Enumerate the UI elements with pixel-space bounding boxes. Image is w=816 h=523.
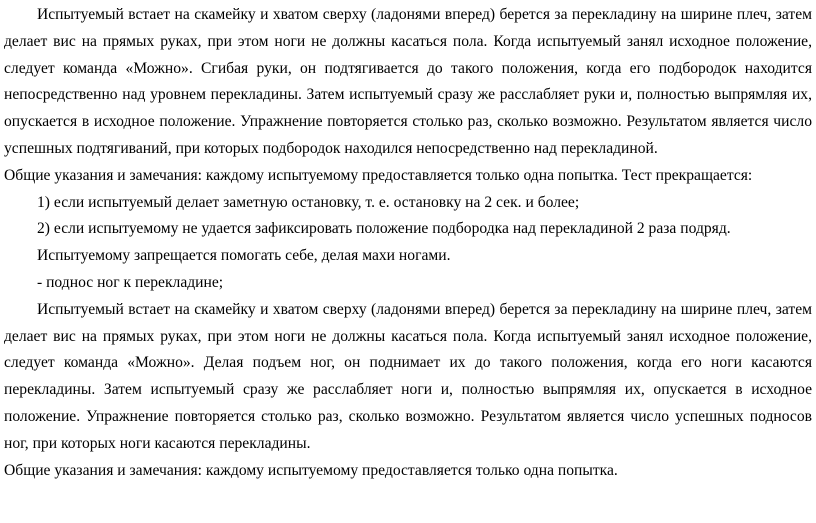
- paragraph-general-notes: Общие указания и замечания: каждому испытуемому предоставляется только одна попытка. Тест прекращается:: [4, 166, 753, 184]
- paragraph-prohibition: Испытуемому запрещается помогать себе, делая махи ногами.: [37, 247, 451, 265]
- paragraph-general-notes-2: Общие указания и замечания: каждому испытуемому предоставляется только одна попытка.: [4, 461, 618, 479]
- paragraph-leg-raise-heading: - поднос ног к перекладине;: [37, 273, 224, 291]
- paragraph-pullup-procedure: Испытуемый встает на скамейку и хватом сверху (ладонями вперед) берется за перекладину на ширине плеч, затем делает вис на прямых руках, при этом ноги не должны касаться пола. Когда испытуемый занял исходное положение, следует команда «Можно». Сгибая руки, он подтягивается до такого положения, когда его подбородок находится непосредственно над уровнем перекладины. Затем испытуемый сразу же расслабляет руки и, полностью выпрямляя их, опускается в исходное положение. Упражнение повторяется столько раз, сколько возможно. Результатом является число успешных подтягиваний, при которых подбородок находился непосредственно над перекладиной.: [4, 6, 812, 157]
- paragraph-leg-raise-procedure: Испытуемый встает на скамейку и хватом сверху (ладонями вперед) берется за перекладину на ширине плеч, затем делает вис на прямых руках, при этом ноги не должны касаться пола. Когда испытуемый занял исходное положение, следует команда «Можно». Делая подъем ног, он поднимает их до такого положения, когда его ноги касаются перекладины. Затем испытуемый сразу же расслабляет ноги и, полностью выпрямляя их, опускается в исходное положение. Упражнение повторяется столько раз, сколько возможно. Результатом является число успешных подносов ног, при которых ноги касаются перекладины.: [4, 300, 812, 452]
- document-body: [4, 2, 812, 484]
- paragraph-stop-condition-1: 1) если испытуемый делает заметную остановку, т. е. остановку на 2 сек. и более;: [37, 193, 580, 211]
- paragraph-stop-condition-2: 2) если испытуемому не удается зафиксировать положение подбородка над перекладиной 2 раза подряд.: [37, 220, 731, 238]
